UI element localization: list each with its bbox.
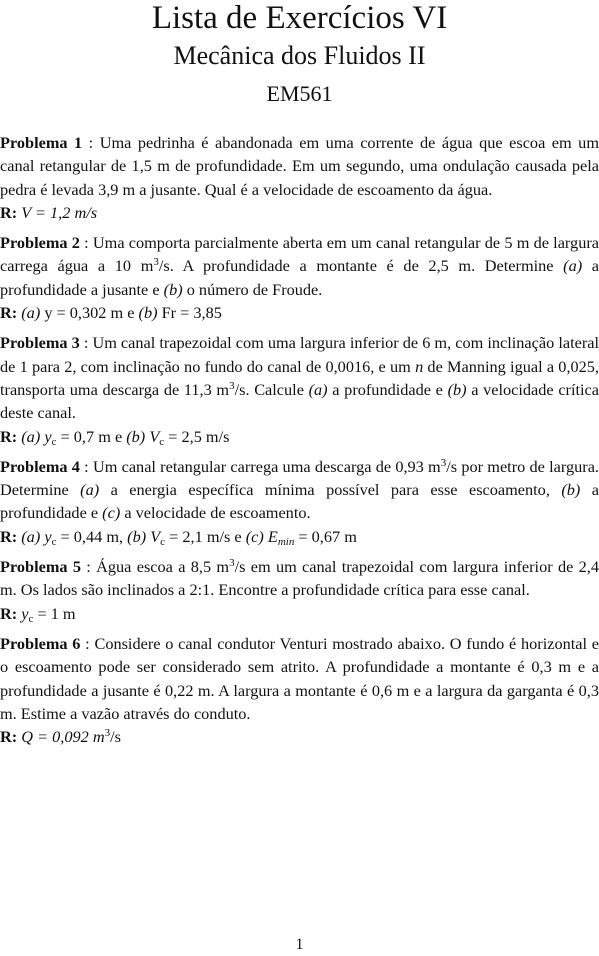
problem-label: Problema 2 xyxy=(0,233,80,253)
answer-value: V = 1,2 m/s xyxy=(21,202,98,222)
answer: R: V = 1,2 m/s xyxy=(0,202,98,222)
problem-label: Problema 6 xyxy=(0,633,81,653)
problem-text: Uma pedrinha é abandonada em uma corrente de água que escoa em um canal retangular de 1,5 m de profundidade. Em um segundo, uma ondulação causada pela pedra é levada 3,9 m a jusante. Qual é a velocidade de escoamento da água. xyxy=(0,133,599,199)
problem-label: Problema 3 xyxy=(0,333,80,353)
problem-5: Problema 5 : Água escoa a 8,5 $m^3/s$ em um canal trapezoidal com largura inferior de 2,4 m. Os lados são inclinados a 2:1. Encontre a profundidade crítica para esse canal. R: $y_c = 1$ m xyxy=(0,557,599,625)
answer: R: (a) $y_c = 0,7$ m e (b) $V_c = 2,5$ m/s xyxy=(0,426,230,448)
problem-list xyxy=(0,131,599,755)
answer: R: $y_c = 1$ m xyxy=(0,603,76,625)
problem-label: Problema 4 xyxy=(0,456,80,476)
problem-label: Problema 5 xyxy=(0,557,81,577)
page-number: 1 xyxy=(295,936,304,953)
problem-3: Problema 3 : Um canal trapezoidal com uma largura inferior de 6 m, com inclinação lateral de 1 para 2, com inclinação no fundo do canal de 0,0016, e um n de Manning igual a 0,025, transporta uma descarga de 11,3 $m^3/s$. Calcule (a) a profundidade e (b) a velocidade crítica deste canal. R: (a) $y_c = 0,7$ m e (b) $V_c = 2,5$ m/s xyxy=(0,333,599,448)
answer: R: (a) $y_c = 0,44$ m, (b) $V_c = 2,1$ m/s e (c) $E_{min} = 0,67$ m xyxy=(0,526,357,548)
problem-label: Problema 1 xyxy=(0,133,83,152)
document-header xyxy=(0,0,599,108)
problem-1: Problema 1 : Uma pedrinha é abandonada em uma corrente de água que escoa em um canal retangular de 1,5 m de profundidade. Em um segundo, uma ondulação causada pela pedra é levada 3,9 m a jusante. Qual é a velocidade de escoamento da água. R: V = 1,2 m/s xyxy=(0,131,599,224)
problem-4: Problema 4 : Um canal retangular carrega uma descarga de 0,93 $m^3/s$ por metro de largura. Determine (a) a energia específica mínima possível para esse escoamento, (b) a profundidade e (c) a velocidade de escoamento. R: (a) $y_c = 0,44$ m, (b) $V_c = 2,1$ m/s e (c) $E_{min} = 0,67$ m xyxy=(0,456,599,548)
page-title: Lista de Exercícios VI xyxy=(151,0,448,36)
problem-2: Problema 2 : Uma comporta parcialmente aberta em um canal retangular de 5 m de largura carrega água a 10 $m^3/s$. A profundidade a montante é de 2,5 m. Determine (a) a profundidade a jusante e (b) o número de Froude. R: (a) y = 0,302 m e (b) Fr = 3,85 xyxy=(0,231,599,324)
page-subtitle: Mecânica dos Fluidos II xyxy=(173,41,426,70)
answer: R: Q = 0,092 $m^3/s$ xyxy=(0,727,121,747)
answer: R: (a) y = 0,302 m e (b) Fr = 3,85 xyxy=(0,303,222,323)
course-code: EM561 xyxy=(266,81,333,106)
problem-6: Problema 6 : Considere o canal condutor Venturi mostrado abaixo. O fundo é horizontal e o escoamento pode ser considerado sem atrito. A profundidade a montante é 0,3 m e a profundidade a jusante é 0,22 m. A largura a montante é 0,6 m e a largura da garganta é 0,3 m. Estime a vazão através do conduto. R: Q = 0,092 $m^3/s$ xyxy=(0,632,599,748)
